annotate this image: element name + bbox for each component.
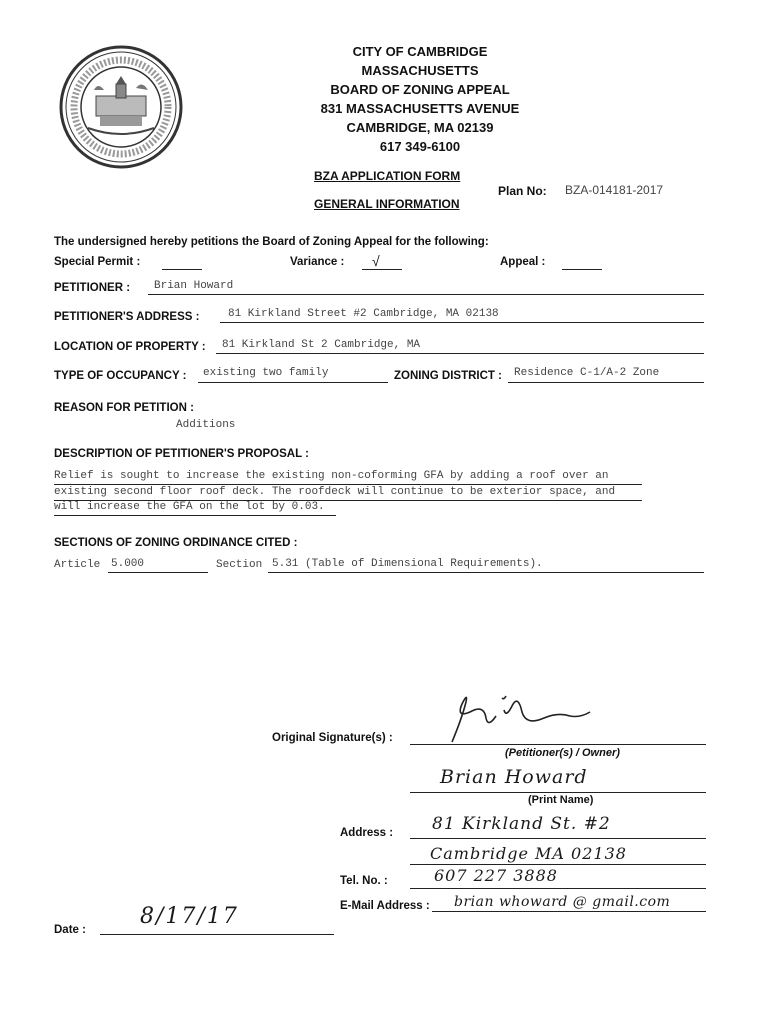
owner-caption: (Petitioner(s) / Owner) xyxy=(505,747,620,759)
date-value: 8/17/17 xyxy=(140,904,239,929)
city-seal-icon xyxy=(58,44,184,170)
zoning-value: Residence C-1/A-2 Zone xyxy=(514,367,660,379)
header-phone: 617 349-6100 xyxy=(379,139,461,154)
description-underline-3 xyxy=(54,515,336,516)
description-line-2: existing second floor roof deck. The roofdeck will continue to be exterior space, and xyxy=(54,486,616,498)
plan-label: Plan No: xyxy=(498,184,547,198)
occupancy-label: TYPE OF OCCUPANCY : xyxy=(54,370,187,382)
sig-address-line-1: 81 Kirkland St. #2 xyxy=(432,814,611,834)
section-line xyxy=(268,572,704,573)
header-street: 831 MASSACHUSETTS AVENUE xyxy=(320,101,520,116)
header-city: CITY OF CAMBRIDGE xyxy=(352,44,488,59)
signature-line xyxy=(410,744,706,745)
tel-value: 607 227 3888 xyxy=(434,866,558,885)
zoning-label: ZONING DISTRICT : xyxy=(394,370,502,382)
sig-address-underline-2 xyxy=(410,864,706,865)
header-citystate: CAMBRIDGE, MA 02139 xyxy=(346,120,494,135)
article-label: Article xyxy=(54,559,101,571)
article-value: 5.000 xyxy=(111,558,145,570)
location-value: 81 Kirkland St 2 Cambridge, MA xyxy=(222,339,421,351)
sig-address-line-2: Cambridge MA 02138 xyxy=(430,844,627,863)
reason-label: REASON FOR PETITION : xyxy=(54,402,194,414)
header-state: MASSACHUSETTS xyxy=(361,63,479,78)
address-value: 81 Kirkland Street #2 Cambridge, MA 02138 xyxy=(228,308,499,320)
description-underline-1 xyxy=(54,484,642,485)
sections-label: SECTIONS OF ZONING ORDINANCE CITED : xyxy=(54,537,298,549)
sig-address-underline-1 xyxy=(410,838,706,839)
article-line xyxy=(108,572,208,573)
handwritten-signature xyxy=(440,688,600,744)
section-value: 5.31 (Table of Dimensional Requirements). xyxy=(272,558,543,570)
variance-check: √ xyxy=(372,253,380,269)
print-name-value: Brian Howard xyxy=(440,766,588,788)
email-line xyxy=(432,911,706,912)
form-subtitle: GENERAL INFORMATION xyxy=(314,197,460,211)
occupancy-line xyxy=(198,382,388,383)
zoning-line xyxy=(508,382,704,383)
section-label: Section xyxy=(216,559,263,571)
date-line xyxy=(100,934,334,935)
sig-address-label: Address : xyxy=(340,827,394,839)
location-label: LOCATION OF PROPERTY : xyxy=(54,341,206,353)
plan-value: BZA-014181-2017 xyxy=(565,183,664,197)
variance-line xyxy=(362,269,402,270)
description-label: DESCRIPTION OF PETITIONER'S PROPOSAL : xyxy=(54,448,309,460)
description-line-1: Relief is sought to increase the existing non-coforming GFA by adding a roof over an xyxy=(54,470,609,482)
print-name-caption: (Print Name) xyxy=(528,794,594,806)
address-label: PETITIONER'S ADDRESS : xyxy=(54,311,200,323)
email-label: E-Mail Address : xyxy=(340,900,430,912)
original-signature-label: Original Signature(s) : xyxy=(272,732,393,744)
location-line xyxy=(216,353,704,354)
city-seal xyxy=(58,44,184,170)
special-permit-line xyxy=(162,269,202,270)
date-label: Date : xyxy=(54,924,86,936)
petitioner-line xyxy=(148,294,704,295)
header-block xyxy=(250,42,590,156)
tel-label: Tel. No. : xyxy=(340,875,388,887)
petition-intro: The undersigned hereby petitions the Board of Zoning Appeal for the following: xyxy=(54,236,489,248)
variance-label: Variance : xyxy=(290,256,345,268)
occupancy-value: existing two family xyxy=(203,367,329,379)
reason-value: Additions xyxy=(176,419,236,431)
form-title: BZA APPLICATION FORM xyxy=(314,169,461,183)
description-line-3: will increase the GFA on the lot by 0.03. xyxy=(54,501,325,513)
appeal-line xyxy=(562,269,602,270)
email-value: brian whoward @ gmail.com xyxy=(454,894,671,910)
petitioner-value: Brian Howard xyxy=(154,280,234,292)
appeal-label: Appeal : xyxy=(500,256,546,268)
special-permit-label: Special Permit : xyxy=(54,256,141,268)
print-name-line xyxy=(410,792,706,793)
header-board: BOARD OF ZONING APPEAL xyxy=(330,82,510,97)
address-line xyxy=(220,322,704,323)
tel-line xyxy=(410,888,706,889)
petitioner-label: PETITIONER : xyxy=(54,282,131,294)
